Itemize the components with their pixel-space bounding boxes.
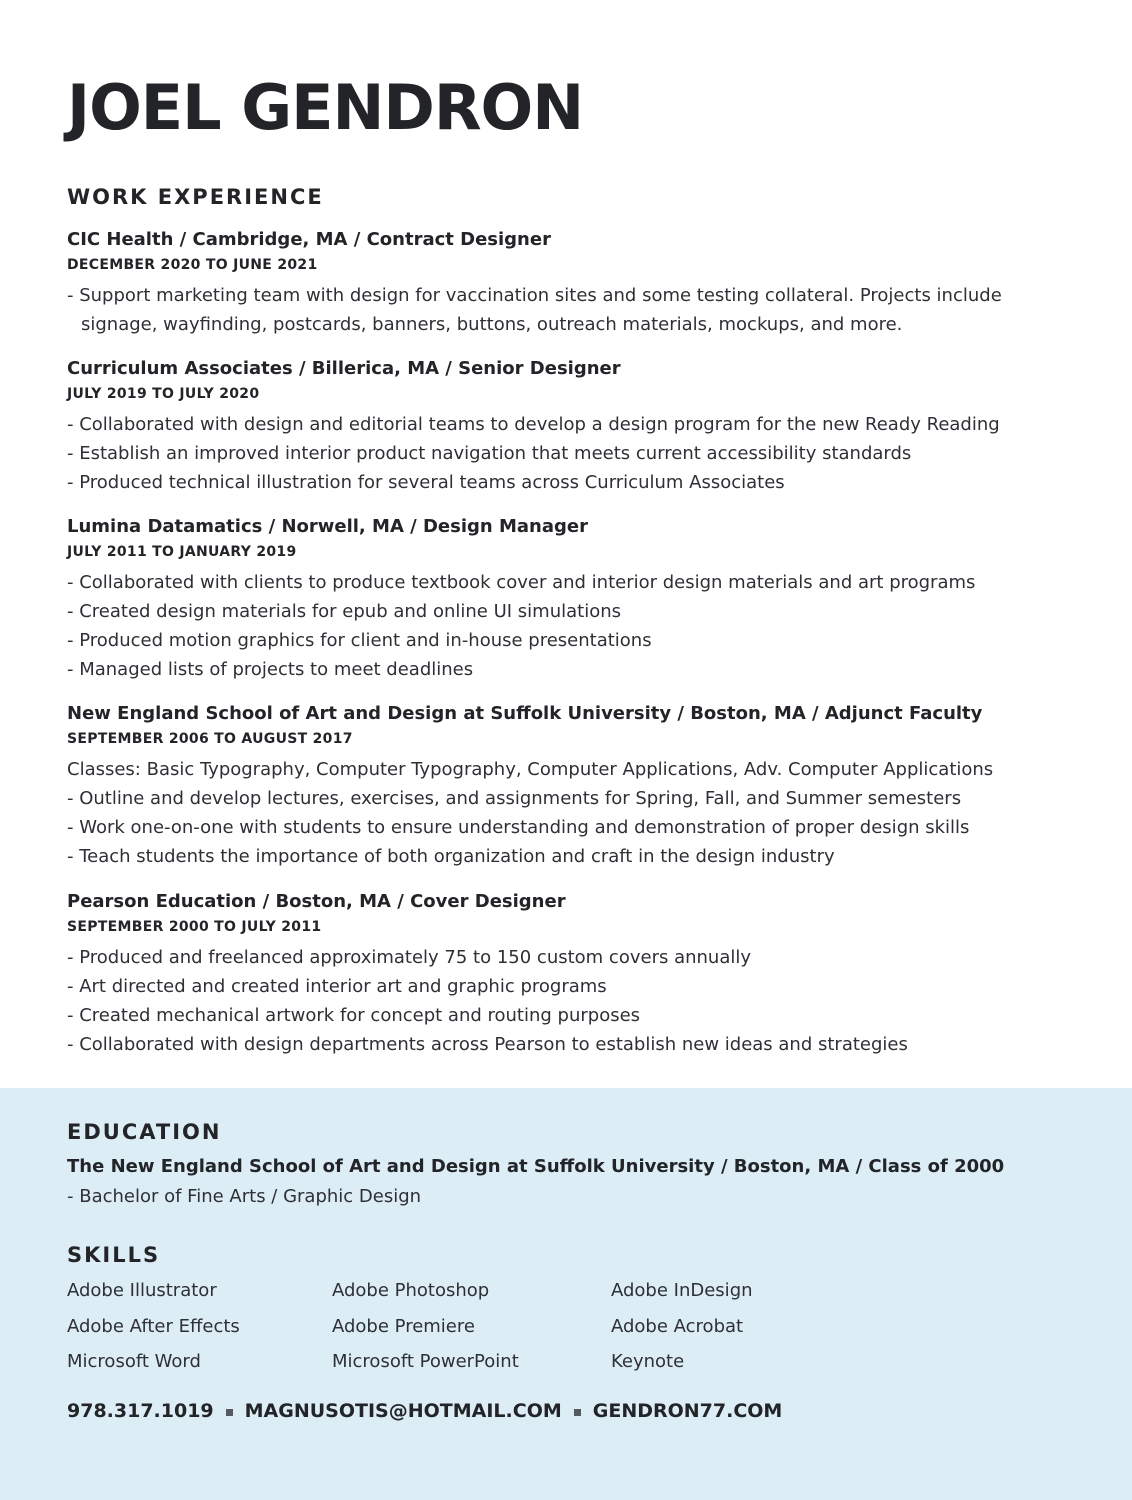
education-heading: EDUCATION: [67, 1120, 222, 1144]
education-degree: - Bachelor of Fine Arts / Graphic Design: [67, 1186, 422, 1207]
job-entry: [67, 701, 1087, 871]
job-entry: [67, 889, 1087, 1059]
job-dates: SEPTEMBER 2000 TO JULY 2011: [67, 919, 322, 935]
contact-website[interactable]: GENDRON77.COM: [592, 1400, 783, 1422]
job-dates: SEPTEMBER 2006 TO AUGUST 2017: [67, 731, 353, 747]
skill-item: Adobe Illustrator: [67, 1280, 217, 1301]
job-bullet: - Collaborated with design departments across Pearson to establish new ideas and strategies: [67, 1034, 908, 1055]
job-dates: JULY 2019 TO JULY 2020: [67, 386, 260, 402]
work-experience-heading: WORK EXPERIENCE: [67, 185, 324, 209]
job-bullet: - Created mechanical artwork for concept and routing purposes: [67, 1005, 641, 1026]
skill-item: Adobe After Effects: [67, 1316, 240, 1337]
job-bullet: - Created design materials for epub and online UI simulations: [67, 601, 621, 622]
skill-item: Microsoft PowerPoint: [332, 1351, 519, 1372]
contact-phone[interactable]: 978.317.1019: [67, 1400, 214, 1422]
job-bullet: - Collaborated with clients to produce textbook cover and interior design materials and art programs: [67, 572, 976, 593]
skill-item: Microsoft Word: [67, 1351, 201, 1372]
skill-item: Adobe Premiere: [332, 1316, 475, 1337]
job-entry: [67, 227, 1087, 339]
resume-name: JOEL GENDRON: [67, 71, 584, 144]
job-title: Curriculum Associates / Billerica, MA / Senior Designer: [67, 358, 621, 379]
job-bullet: - Managed lists of projects to meet deadlines: [67, 659, 474, 680]
skills-heading: SKILLS: [67, 1243, 161, 1267]
job-bullet: - Outline and develop lectures, exercises, and assignments for Spring, Fall, and Summer semesters: [67, 788, 962, 809]
job-title: CIC Health / Cambridge, MA / Contract Designer: [67, 229, 551, 250]
skill-item: Keynote: [611, 1351, 685, 1372]
job-title: New England School of Art and Design at Suffolk University / Boston, MA / Adjunct Faculty: [67, 703, 983, 724]
job-classes: Classes: Basic Typography, Computer Typography, Computer Applications, Adv. Computer Applications: [67, 759, 994, 780]
job-bullet: - Produced and freelanced approximately 75 to 150 custom covers annually: [67, 947, 752, 968]
skill-item: Adobe InDesign: [611, 1280, 753, 1301]
job-title: Pearson Education / Boston, MA / Cover Designer: [67, 891, 566, 912]
job-dates: JULY 2011 TO JANUARY 2019: [67, 544, 297, 560]
job-bullet: - Collaborated with design and editorial teams to develop a design program for the new Ready Reading: [67, 414, 1000, 435]
job-bullet: - Establish an improved interior product navigation that meets current accessibility standards: [67, 443, 912, 464]
job-entry: [67, 356, 1087, 497]
contact-email[interactable]: MAGNUSOTIS@HOTMAIL.COM: [244, 1400, 562, 1422]
job-bullet: - Work one-on-one with students to ensure understanding and demonstration of proper design skills: [67, 817, 970, 838]
skill-item: Adobe Photoshop: [332, 1280, 490, 1301]
job-bullet: - Teach students the importance of both organization and craft in the design industry: [67, 846, 835, 867]
skill-item: Adobe Acrobat: [611, 1316, 744, 1337]
job-bullet: - Produced technical illustration for several teams across Curriculum Associates: [67, 472, 785, 493]
contact-line: [67, 1397, 782, 1425]
job-bullet: - Art directed and created interior art and graphic programs: [67, 976, 607, 997]
education-school: The New England School of Art and Design at Suffolk University / Boston, MA / Class of 2000: [67, 1156, 1005, 1177]
job-title: Lumina Datamatics / Norwell, MA / Design Manager: [67, 516, 588, 537]
separator-square-icon: [226, 1409, 233, 1416]
job-entry: [67, 514, 1087, 684]
separator-square-icon: [574, 1409, 581, 1416]
job-bullet: - Support marketing team with design for vaccination sites and some testing collateral. Projects include signage, wayfinding, postcards, banners, buttons, outreach materials, mockups, and more.: [67, 285, 1002, 335]
job-dates: DECEMBER 2020 TO JUNE 2021: [67, 257, 318, 273]
job-bullet: - Produced motion graphics for client and in-house presentations: [67, 630, 652, 651]
